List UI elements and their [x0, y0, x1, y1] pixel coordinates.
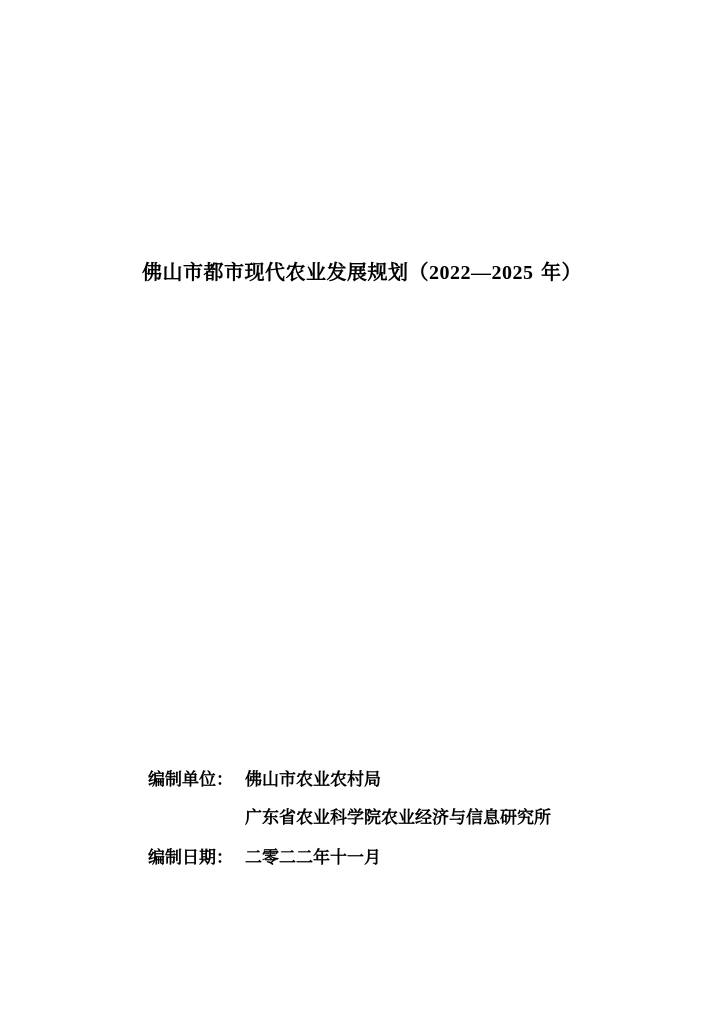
- title-main: 佛山市都市现代农业发展规划（: [142, 260, 430, 284]
- document-title: [0, 256, 724, 285]
- date-value: 二零二二年十一月: [245, 848, 381, 868]
- compiler-label: 编制单位：: [148, 770, 233, 790]
- compiler-row: [148, 768, 381, 792]
- date-label: 编制日期：: [148, 848, 233, 868]
- compiler-secondary-row: [245, 806, 551, 830]
- compiler-primary: 佛山市农业农村局: [245, 770, 381, 790]
- title-end: 年）: [533, 260, 582, 284]
- date-row: [148, 846, 381, 870]
- title-years: 2022—2025: [429, 262, 534, 284]
- compiler-secondary: 广东省农业科学院农业经济与信息研究所: [245, 808, 551, 828]
